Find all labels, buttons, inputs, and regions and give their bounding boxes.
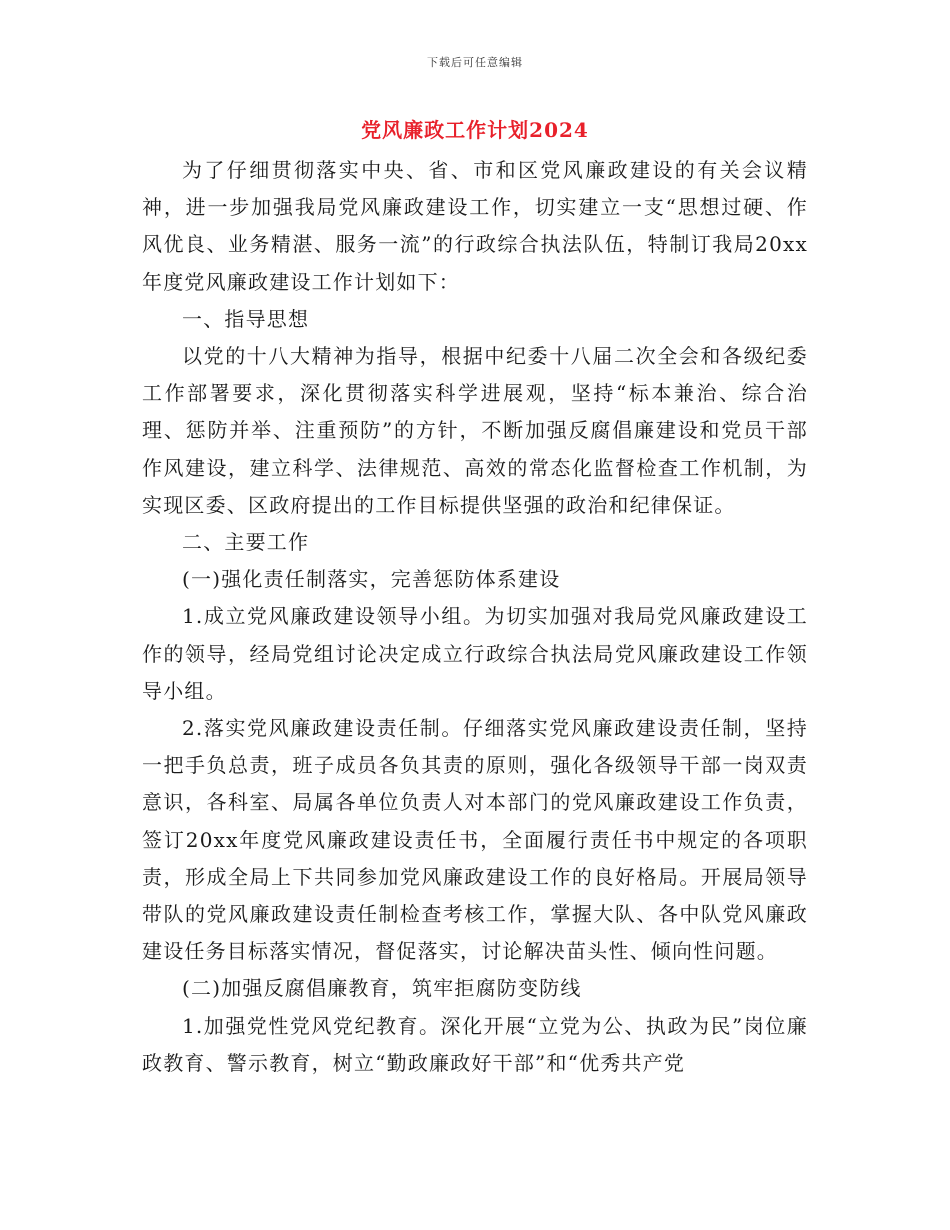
document-title: 党风廉政工作计划2024 <box>361 118 589 142</box>
heading-main-work: 二、主要工作 <box>182 530 310 555</box>
document-body <box>142 152 808 1082</box>
paragraph-intro: 为了仔细贯彻落实中央、省、市和区党风廉政建设的有关会议精神，进一步加强我局党风廉政建设工作，切实建立一支“思想过硬、作风优良、业务精湛、服务一流”的行政综合执法队伍，特制订我局20xx年度党风廉政建设工作计划如下： <box>142 158 808 294</box>
header-note: 下载后可任意编辑 <box>427 56 523 69</box>
subheading-responsibility: (一)强化责任制落实，完善惩防体系建设 <box>182 567 561 592</box>
paragraph-party-education: 1.加强党性党风党纪教育。深化开展“立党为公、执政为民”岗位廉政教育、警示教育，树立“勤政廉政好干部”和“优秀共产党 <box>142 1013 808 1075</box>
heading-guiding-thought: 一、指导思想 <box>182 306 310 331</box>
paragraph-responsibility-system: 2.落实党风廉政建设责任制。仔细落实党风廉政建设责任制，坚持一把手负总责，班子成员各负其责的原则，强化各级领导干部一岗双责意识，各科室、局属各单位负责人对本部门的党风廉政建设工作负责，签订20xx年度党风廉政建设责任书，全面履行责任书中规定的各项职责，形成全局上下共同参加党风廉政建设工作的良好格局。开展局领导带队的党风廉政建设责任制检查考核工作，掌握大队、各中队党风廉政建设任务目标落实情况，督促落实，讨论解决苗头性、倾向性问题。 <box>142 716 808 964</box>
subheading-education: (二)加强反腐倡廉教育，筑牢拒腐防变防线 <box>182 976 582 1001</box>
paragraph-leading-group: 1.成立党风廉政建设领导小组。为切实加强对我局党风廉政建设工作的领导，经局党组讨论决定成立行政综合执法局党风廉政建设工作领导小组。 <box>142 604 808 703</box>
paragraph-guiding-thought: 以党的十八大精神为指导，根据中纪委十八届二次全会和各级纪委工作部署要求，深化贯彻落实科学进展观，坚持“标本兼治、综合治理、惩防并举、注重预防”的方针，不断加强反腐倡廉建设和党员干部作风建设，建立科学、法律规范、高效的常态化监督检查工作机制，为实现区委、区政府提出的工作目标提供坚强的政治和纪律保证。 <box>142 344 808 517</box>
